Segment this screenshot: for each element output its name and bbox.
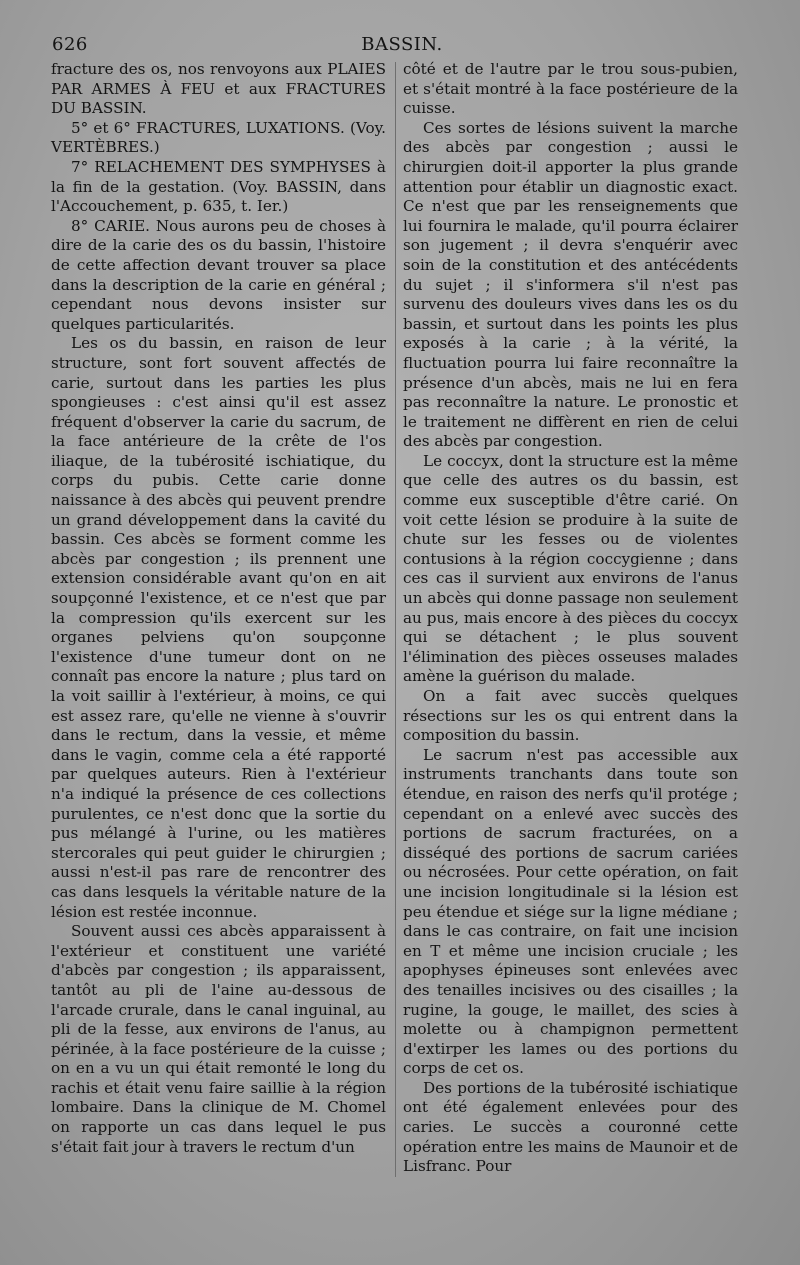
right-column xyxy=(403,60,738,1177)
paragraph: fracture des os, nos renvoyons aux PLAIES PAR ARMES À FEU et aux FRACTURES DU BASSIN. xyxy=(51,60,386,118)
paragraph: Ces sortes de lésions suivent la marche des abcès par congestion ; aussi le chirurgien doit-il apporter la plus grande attention pour établir un diagnostic exact. Ce n'est que par les renseignements que lui fournira le malade, qu'il pourra éclairer son jugement ; il devra s'enquérir avec soin de la constitution et des antécédents du sujet ; il s'informera s'il n'est pas survenu des douleurs vives dans les os du bassin, et surtout dans les points les plus exposés à la carie ; à la vérité, la fluctuation pourra lui faire reconnaître la présence d'un abcès, mais ne lui en fera pas reconnaître la nature. Le pronostic et le traitement ne diffèrent en rien de celui des abcès par congestion. xyxy=(403,118,738,451)
paragraph: Le sacrum n'est pas accessible aux instruments tranchants dans toute son étendue, en raison des nerfs qu'il protége ; cependant on a enlevé avec succès des portions de sacrum fracturées, on a disséqué des portions de sacrum cariées ou nécrosées. Pour cette opération, on fait une incision longitudinale si la lésion est peu étendue et siége sur la ligne médiane ; dans le cas contraire, on fait une incision en T et même une incision cruciale ; les apophyses épineuses sont enlevées avec des tenailles incisives ou des cisailles ; la rugine, la gouge, le maillet, des scies à molette ou à champignon permettent d'extirper les lames ou des portions du corps de cet os. xyxy=(403,745,738,1078)
paragraph: 7° RELACHEMENT DES SYMPHYSES à la fin de la gestation. (Voy. BASSIN, dans l'Accouchement, p. 635, t. Ier.) xyxy=(51,157,386,216)
paragraph: Les os du bassin, en raison de leur structure, sont fort souvent affectés de carie, surtout dans les parties les plus spongieuses : c'est ainsi qu'il est assez fréquent d'observer la carie du sacrum, de la face antérieure de la crête de l'os iliaque, de la tubérosité ischiatique, du corps du pubis. Cette carie donne naissance à des abcès qui peuvent prendre un grand développement dans la cavité du bassin. Ces abcès se forment comme les abcès par congestion ; ils prennent une extension considérable avant qu'on en ait soupçonné l'existence, et ce n'est que par la compression qu'ils exercent sur les organes pelviens qu'on soupçonne l'existence d'une tumeur dont on ne connaît pas encore la nature ; plus tard on la voit saillir à l'extérieur, à moins, ce qui est assez rare, qu'elle ne vienne à s'ouvrir dans le rectum, dans la vessie, et même dans le vagin, comme cela a été rapporté par quelques auteurs. Rien à l'extérieur n'a indiqué la présence de ces collections purulentes, ce n'est donc que la sortie du pus mélangé à l'urine, ou les matières stercorales qui peut guider le chirurgien ; aussi n'est-il pas rare de rencontrer des cas dans lesquels la véritable nature de la lésion est restée inconnue. xyxy=(51,334,386,921)
left-column xyxy=(51,60,386,1157)
paragraph: Souvent aussi ces abcès apparaissent à l'extérieur et constituent une variété d'abcès par congestion ; ils apparaissent, tantôt au pli de l'aine au-dessous de l'arcade crurale, dans le canal inguinal, au pli de la fesse, aux environs de l'anus, au périnée, à la face postérieure de la cuisse ; on en a vu un qui était remonté le long du rachis et était venu faire saillie à la région lombaire. Dans la clinique de M. Chomel on rapporte un cas dans lequel le pus s'était fait jour à travers le rectum d'un xyxy=(51,922,386,1156)
paragraph: côté et de l'autre par le trou sous-pubien, et s'était montré à la face postérieure de la cuisse. xyxy=(403,60,738,118)
page-number: 626 xyxy=(52,34,88,55)
paragraph: Des portions de la tubérosité ischiatique ont été également enlevées pour des caries. Le succès a couronné cette opération entre les mains de Maunoir et de Lisfranc. Pour xyxy=(403,1078,738,1176)
paragraph: 5° et 6° FRACTURES, LUXATIONS. (Voy. VERTÈBRES.) xyxy=(51,118,386,157)
running-title: BASSIN. xyxy=(361,34,443,55)
paragraph: Le coccyx, dont la structure est la même que celle des autres os du bassin, est comme eux susceptible d'être carié. On voit cette lésion se produire à la suite de chute sur les fesses ou de violentes contusions à la région coccygienne ; dans ces cas il survient aux environs de l'anus un abcès qui donne passage non seulement au pus, mais encore à des pièces du coccyx qui se détachent ; le plus souvent l'élimination des pièces osseuses malades amène la guérison du malade. xyxy=(403,451,738,686)
paragraph: On a fait avec succès quelques résections sur les os qui entrent dans la composition du bassin. xyxy=(403,687,738,745)
paragraph: 8° CARIE. Nous aurons peu de choses à dire de la carie des os du bassin, l'histoire de cette affection devant trouver sa place dans la description de la carie en général ; cependant nous devons insister sur quelques particularités. xyxy=(51,216,386,333)
page-header xyxy=(52,34,752,60)
column-divider xyxy=(395,62,396,1177)
